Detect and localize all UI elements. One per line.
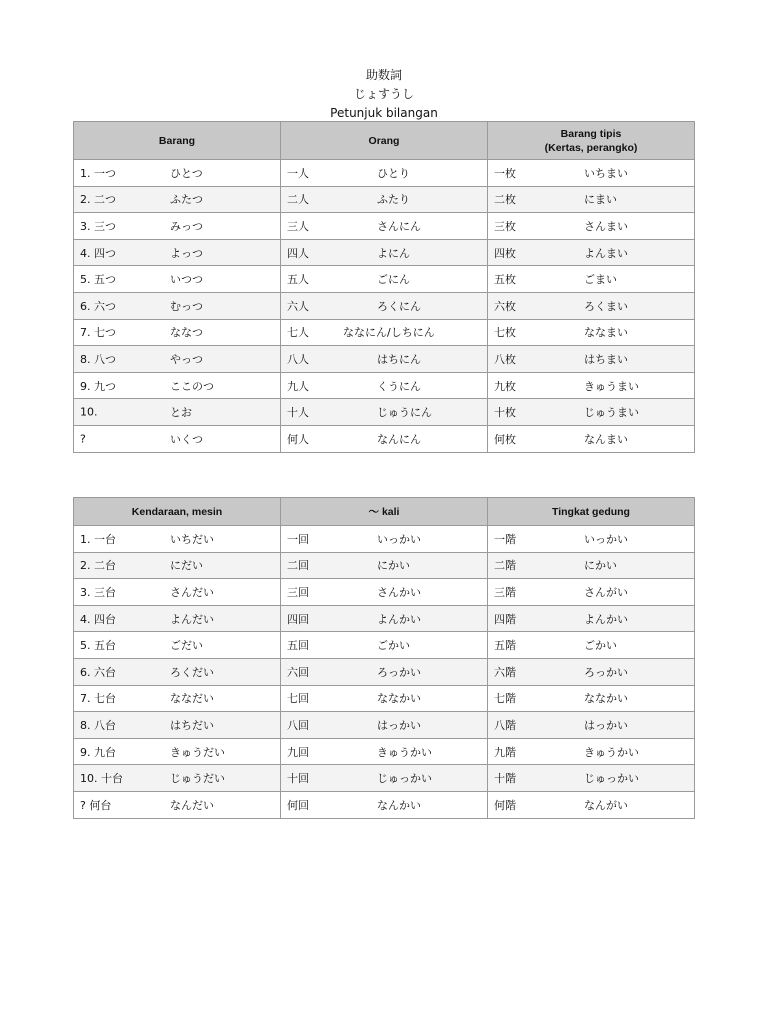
counter-reading: ななにん/しちにん	[343, 326, 435, 340]
counter-kanji: 十階	[494, 772, 516, 786]
table-cell	[74, 425, 281, 452]
counter-reading: じゅっかい	[377, 772, 432, 786]
counter-kanji: 三人	[287, 219, 309, 233]
table-row	[74, 632, 695, 659]
counter-kanji: 二階	[494, 559, 516, 573]
table-cell	[488, 552, 695, 579]
counter-kanji: 七回	[287, 692, 309, 706]
counter-kanji: 七枚	[494, 326, 516, 340]
table-cell	[488, 160, 695, 187]
counter-kanji: 9. 九つ	[80, 379, 116, 393]
table-cell	[488, 579, 695, 606]
counter-reading: はっかい	[584, 718, 628, 732]
counter-reading: ななだい	[170, 692, 214, 706]
table-cell	[281, 346, 488, 373]
table-cell	[281, 658, 488, 685]
table-cell	[488, 791, 695, 818]
table-header-row	[74, 122, 695, 160]
table-cell	[74, 765, 281, 792]
counter-kanji: 四階	[494, 612, 516, 626]
counter-kanji: 十回	[287, 772, 309, 786]
counter-reading: ななつ	[170, 326, 203, 340]
table-row	[74, 552, 695, 579]
counter-kanji: 五階	[494, 639, 516, 653]
counter-reading: よんだい	[170, 612, 214, 626]
counter-kanji: 9. 九台	[80, 745, 116, 759]
table-cell	[488, 186, 695, 213]
table-cell	[74, 292, 281, 319]
table-cell	[281, 712, 488, 739]
counter-kanji: ?	[80, 432, 86, 446]
counter-kanji: 3. 三台	[80, 585, 116, 599]
counter-reading: にだい	[170, 559, 203, 573]
table-cell	[488, 319, 695, 346]
counter-reading: ごだい	[170, 639, 203, 653]
table-cell	[488, 372, 695, 399]
table-row	[74, 738, 695, 765]
table-cell	[281, 765, 488, 792]
counter-reading: にかい	[377, 559, 410, 573]
table-cell	[74, 266, 281, 293]
counter-reading: じゅうだい	[170, 772, 225, 786]
counter-reading: いくつ	[170, 432, 203, 446]
counter-kanji: 五回	[287, 639, 309, 653]
counter-reading: なんがい	[584, 798, 628, 812]
table-cell	[281, 239, 488, 266]
table-cell	[281, 399, 488, 426]
counter-kanji: 5. 五つ	[80, 273, 116, 287]
counter-reading: なんまい	[584, 432, 628, 446]
counter-reading: さんまい	[584, 219, 628, 233]
table-cell	[74, 632, 281, 659]
table-cell	[74, 579, 281, 606]
counter-reading: はちまい	[584, 352, 628, 366]
table-cell	[74, 319, 281, 346]
table-cell	[488, 425, 695, 452]
counter-reading: ろっかい	[584, 665, 628, 679]
table-row	[74, 346, 695, 373]
table-cell	[488, 346, 695, 373]
column-header: Kendaraan, mesin	[74, 498, 281, 526]
counter-reading: ななまい	[584, 326, 628, 340]
table-cell	[488, 526, 695, 553]
table-cell	[74, 160, 281, 187]
counter-reading: きゅうかい	[377, 745, 432, 759]
column-header: 〜 kali	[281, 498, 488, 526]
counter-kanji: 6. 六つ	[80, 299, 116, 313]
counter-reading: くうにん	[377, 379, 421, 393]
counter-reading: ここのつ	[170, 379, 214, 393]
column-header	[488, 122, 695, 160]
table-cell	[488, 632, 695, 659]
table-cell	[488, 399, 695, 426]
counter-reading: ろっかい	[377, 665, 421, 679]
counter-reading: はちだい	[170, 718, 214, 732]
counter-reading: なんにん	[377, 432, 421, 446]
counter-kanji: 二人	[287, 193, 309, 207]
table-body	[74, 526, 695, 819]
counter-kanji: 1. 一つ	[80, 166, 116, 180]
counter-reading: いっかい	[377, 532, 421, 546]
counter-kanji: 4. 四つ	[80, 246, 116, 260]
counter-kanji: 四回	[287, 612, 309, 626]
counter-reading: ろくだい	[170, 665, 214, 679]
page-title: 助数詞	[365, 68, 402, 82]
counter-reading: みっつ	[170, 219, 203, 233]
counter-reading: ごかい	[584, 639, 617, 653]
counter-kanji: 5. 五台	[80, 639, 116, 653]
table-cell	[281, 526, 488, 553]
counter-reading: いちまい	[584, 166, 628, 180]
counter-kanji: 何回	[287, 798, 309, 812]
counter-kanji: 九枚	[494, 379, 516, 393]
table-cell	[74, 712, 281, 739]
counter-reading: よにん	[377, 246, 410, 260]
counter-reading: ごにん	[377, 273, 410, 287]
counter-reading: はっかい	[377, 718, 421, 732]
table-cell	[488, 292, 695, 319]
counter-kanji: 何人	[287, 432, 309, 446]
table-cell	[488, 738, 695, 765]
counter-kanji: 三枚	[494, 219, 516, 233]
counter-kanji: 一階	[494, 532, 516, 546]
counter-reading: ごまい	[584, 273, 617, 287]
table-cell	[488, 213, 695, 240]
column-header: Barang	[74, 122, 281, 160]
counter-kanji: 1. 一台	[80, 532, 116, 546]
counter-kanji: 三階	[494, 585, 516, 599]
counter-kanji: 八回	[287, 718, 309, 732]
counter-reading: なんかい	[377, 798, 421, 812]
counter-reading: ふたり	[377, 193, 410, 207]
counter-kanji: 8. 八つ	[80, 352, 116, 366]
counter-reading: いつつ	[170, 273, 203, 287]
column-header: Orang	[281, 122, 488, 160]
counter-kanji: 三回	[287, 585, 309, 599]
counter-reading: ろくにん	[377, 299, 421, 313]
document-header	[0, 66, 768, 123]
counter-kanji: 六階	[494, 665, 516, 679]
table-row	[74, 239, 695, 266]
counter-kanji: 7. 七台	[80, 692, 116, 706]
counter-kanji: 7. 七つ	[80, 326, 116, 340]
counter-kanji: 一人	[287, 166, 309, 180]
table-cell	[281, 266, 488, 293]
table-cell	[281, 292, 488, 319]
counter-kanji: 10.	[80, 405, 98, 419]
counter-table-1	[73, 121, 695, 453]
table-cell	[488, 765, 695, 792]
table-cell	[74, 738, 281, 765]
counter-reading: にかい	[584, 559, 617, 573]
table-row	[74, 712, 695, 739]
counter-reading: いっかい	[584, 532, 628, 546]
table-cell	[281, 186, 488, 213]
counter-kanji: 一回	[287, 532, 309, 546]
table-cell	[74, 605, 281, 632]
counter-kanji: 六枚	[494, 299, 516, 313]
counter-kanji: 七階	[494, 692, 516, 706]
counter-kanji: 六人	[287, 299, 309, 313]
counter-reading: じゅっかい	[584, 772, 639, 786]
counter-reading: むっつ	[170, 299, 203, 313]
table-cell	[281, 160, 488, 187]
counter-reading: じゅうまい	[584, 406, 639, 420]
table-row	[74, 791, 695, 818]
counter-reading: とお	[170, 406, 192, 420]
counter-reading: よんまい	[584, 246, 628, 260]
counter-reading: きゅうまい	[584, 379, 639, 393]
counter-kanji: 九回	[287, 745, 309, 759]
table-cell	[488, 685, 695, 712]
counter-reading: ふたつ	[170, 193, 203, 207]
counter-table-2	[73, 497, 695, 819]
table-cell	[74, 791, 281, 818]
counter-kanji: 2. 二台	[80, 559, 116, 573]
counter-kanji: 八人	[287, 352, 309, 366]
table-row	[74, 605, 695, 632]
counter-reading: にまい	[584, 193, 617, 207]
page-title-reading: じょすうし	[353, 87, 414, 101]
table-cell	[74, 399, 281, 426]
table-cell	[74, 658, 281, 685]
counter-kanji: 6. 六台	[80, 665, 116, 679]
table-cell	[74, 186, 281, 213]
table-cell	[281, 685, 488, 712]
table-cell	[281, 738, 488, 765]
table-cell	[488, 658, 695, 685]
counter-kanji: 四枚	[494, 246, 516, 260]
table-cell	[281, 319, 488, 346]
counter-kanji: 九人	[287, 379, 309, 393]
page-subtitle: Petunjuk bilangan	[330, 106, 438, 120]
counter-reading: きゅうだい	[170, 745, 225, 759]
table-row	[74, 765, 695, 792]
table-cell	[488, 266, 695, 293]
counter-reading: さんにん	[377, 219, 421, 233]
table-cell	[74, 526, 281, 553]
counter-kanji: 十人	[287, 406, 309, 420]
table-row	[74, 160, 695, 187]
counter-kanji: 四人	[287, 246, 309, 260]
counter-reading: ろくまい	[584, 299, 628, 313]
counter-reading: さんだい	[170, 585, 214, 599]
counter-reading: ななかい	[584, 692, 628, 706]
table-cell	[488, 605, 695, 632]
counter-kanji: 八階	[494, 718, 516, 732]
counter-reading: よっつ	[170, 246, 203, 260]
table-row	[74, 319, 695, 346]
table-cell	[281, 213, 488, 240]
counter-kanji: 十枚	[494, 406, 516, 420]
column-header-line: (Kertas, perangko)	[544, 141, 638, 154]
table-row	[74, 186, 695, 213]
table-cell	[74, 213, 281, 240]
counter-kanji: 何枚	[494, 432, 516, 446]
counter-reading: ひとり	[377, 166, 410, 180]
counter-reading: ごかい	[377, 639, 410, 653]
counter-reading: きゅうかい	[584, 745, 639, 759]
counter-kanji: 五人	[287, 273, 309, 287]
column-header: Tingkat gedung	[488, 498, 695, 526]
counter-reading: ひとつ	[170, 166, 203, 180]
counter-kanji: 2. 二つ	[80, 193, 116, 207]
counter-kanji: 何階	[494, 798, 516, 812]
counter-reading: さんがい	[584, 585, 628, 599]
counter-kanji: 五枚	[494, 273, 516, 287]
counter-kanji: 10. 十台	[80, 772, 123, 786]
table-cell	[74, 239, 281, 266]
counter-kanji: 七人	[287, 326, 309, 340]
table-cell	[281, 372, 488, 399]
table-body	[74, 160, 695, 453]
table-cell	[488, 712, 695, 739]
table-cell	[281, 552, 488, 579]
table-row	[74, 526, 695, 553]
table-row	[74, 292, 695, 319]
counter-reading: やっつ	[170, 352, 203, 366]
table-header-row	[74, 498, 695, 526]
counter-reading: さんかい	[377, 585, 421, 599]
counter-reading: よんかい	[377, 612, 421, 626]
counter-kanji: 8. 八台	[80, 718, 116, 732]
table-cell	[74, 552, 281, 579]
table-row	[74, 266, 695, 293]
counter-reading: いちだい	[170, 532, 214, 546]
counter-kanji: 一枚	[494, 166, 516, 180]
table-row	[74, 685, 695, 712]
table-row	[74, 213, 695, 240]
counter-kanji: ? 何台	[80, 798, 112, 812]
column-header-line: Barang tipis	[560, 127, 622, 140]
table-cell	[74, 346, 281, 373]
table-cell	[74, 372, 281, 399]
table-cell	[281, 791, 488, 818]
counter-reading: ななかい	[377, 692, 421, 706]
table-cell	[74, 685, 281, 712]
counter-kanji: 二枚	[494, 193, 516, 207]
table-row	[74, 399, 695, 426]
counter-kanji: 4. 四台	[80, 612, 116, 626]
table-row	[74, 425, 695, 452]
table-row	[74, 579, 695, 606]
counter-reading: はちにん	[377, 352, 421, 366]
counter-kanji: 二回	[287, 559, 309, 573]
table-cell	[281, 632, 488, 659]
counter-kanji: 3. 三つ	[80, 219, 116, 233]
counter-kanji: 九階	[494, 745, 516, 759]
counter-reading: なんだい	[170, 798, 214, 812]
counter-reading: よんかい	[584, 612, 628, 626]
table-row	[74, 372, 695, 399]
table-row	[74, 658, 695, 685]
counter-reading: じゅうにん	[377, 406, 432, 420]
table-cell	[488, 239, 695, 266]
counter-kanji: 八枚	[494, 352, 516, 366]
table-cell	[281, 605, 488, 632]
counter-kanji: 六回	[287, 665, 309, 679]
table-cell	[281, 579, 488, 606]
table-cell	[281, 425, 488, 452]
